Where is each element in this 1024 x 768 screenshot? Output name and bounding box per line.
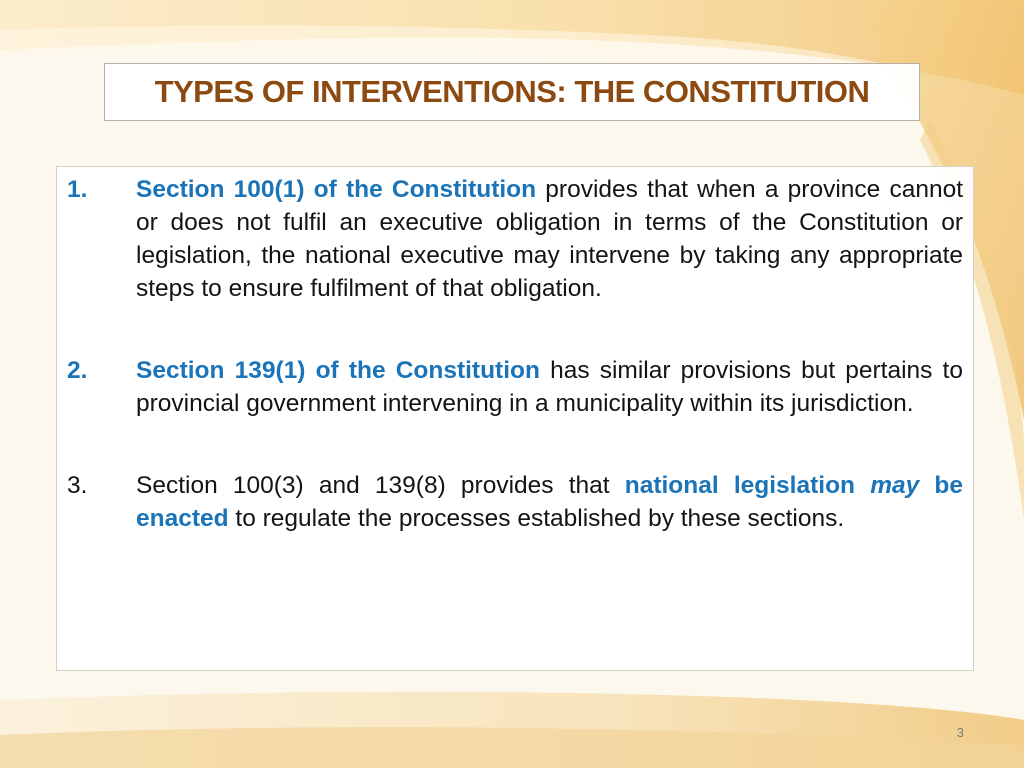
- list-item-2: [67, 354, 963, 420]
- list-item-number: 2.: [67, 357, 88, 384]
- slide-title: TYPES OF INTERVENTIONS: THE CONSTITUTION: [154, 74, 870, 109]
- list-item-text: to regulate the processes established by these sections.: [228, 505, 845, 532]
- list-item-1: [67, 173, 963, 305]
- title-box: [104, 63, 920, 121]
- list-item-number: 1.: [67, 176, 88, 203]
- section-reference: Section 139(1) of the Constitution: [136, 357, 540, 384]
- content-box: [56, 166, 974, 671]
- list-item-text: Section 100(3) and 139(8) provides that: [136, 472, 625, 499]
- page-number: 3: [956, 725, 964, 740]
- numbered-list: [67, 173, 963, 584]
- list-item-text: provides that when a province cannot or does not fulfil an executive obligation in terms of the Constitution or legislation, the national executive may intervene by taking any appropriate steps to ensure fulfilment of that obligation.: [136, 176, 963, 302]
- list-item-text: has similar provisions but pertains to provincial government intervening in a municipality within its jurisdiction.: [136, 357, 963, 417]
- list-item-3: [67, 469, 963, 535]
- section-reference: Section 100(1) of the Constitution: [136, 176, 537, 203]
- highlight-text: be enacted: [136, 472, 963, 532]
- highlight-text: national legislation: [624, 472, 856, 499]
- list-item-number: 3.: [67, 472, 88, 499]
- highlight-italic-text: may: [870, 472, 920, 499]
